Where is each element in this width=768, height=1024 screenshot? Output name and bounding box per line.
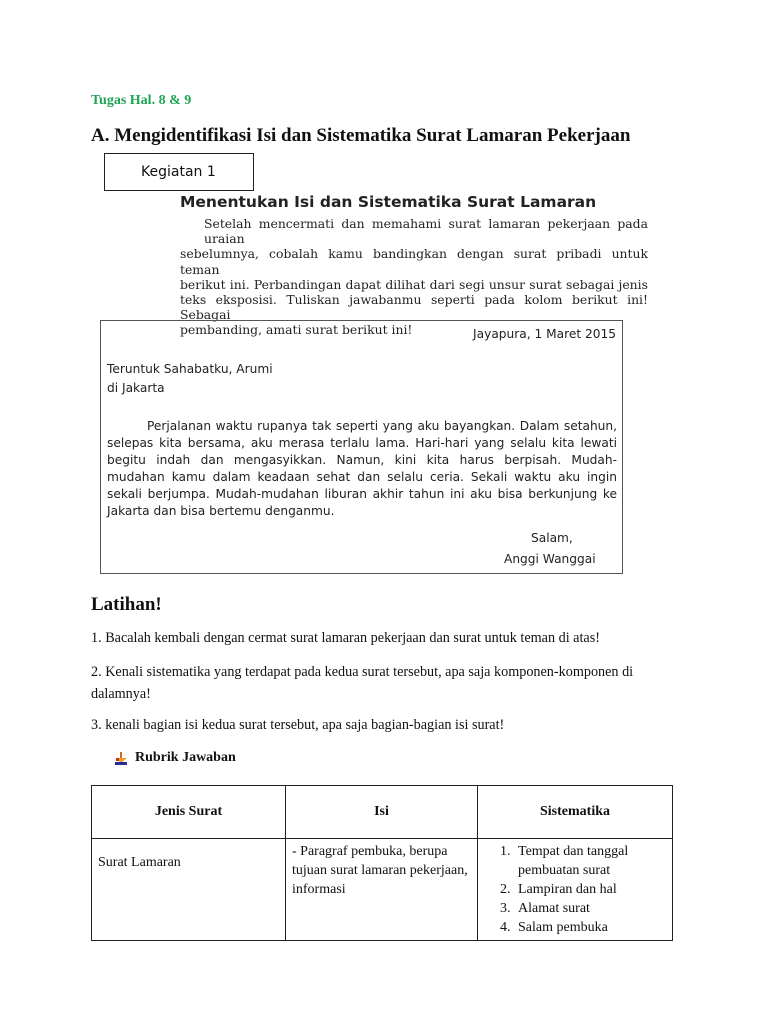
table-header-row bbox=[92, 786, 673, 839]
latihan-title: Latihan! bbox=[91, 594, 162, 615]
task-title: Tugas Hal. 8 & 9 bbox=[91, 93, 192, 108]
exercise-item: 1. Bacalah kembali dengan cermat surat lamaran pekerjaan dan surat untuk teman di atas! bbox=[91, 630, 600, 646]
intro-line: sebelumnya, cobalah kamu bandingkan dengan surat pribadi untuk teman bbox=[180, 246, 648, 277]
letter-location: di Jakarta bbox=[107, 381, 165, 395]
section-title: A. Mengidentifikasi Isi dan Sistematika Surat Lamaran Pekerjaan bbox=[91, 125, 631, 146]
letter-body-line: selepas kita bersama, aku merasa terlalu lama. Hari-hari yang selalu kita lewati bbox=[107, 436, 617, 450]
kegiatan-box bbox=[104, 153, 254, 191]
list-item: 1. Tempat dan tanggal pembuatan surat bbox=[514, 842, 666, 880]
letter-body bbox=[107, 418, 617, 520]
letter-body-line: mudahan kamu dalam keadaan sehat dan selalu ceria. Sekali waktu aku ingin bbox=[107, 470, 617, 484]
intro-line: Setelah mencermati dan memahami surat lamaran pekerjaan pada uraian bbox=[204, 216, 648, 247]
cell-isi: - Paragraf pembuka, berupa tujuan surat lamaran pekerjaan, informasi bbox=[286, 839, 478, 941]
bullet-arrow-icon bbox=[114, 752, 128, 766]
exercise-item: 2. Kenali sistematika yang terdapat pada kedua surat tersebut, apa saja komponen-komponen di dalamnya! bbox=[91, 664, 634, 702]
letter-recipient: Teruntuk Sahabatku, Arumi bbox=[107, 362, 273, 376]
letter-body-line: sekali berjumpa. Mudah-mudahan liburan akhir tahun ini aku bisa berkunjung ke bbox=[107, 487, 617, 501]
letter-date: Jayapura, 1 Maret 2015 bbox=[473, 327, 616, 341]
list-item: 3. Alamat surat bbox=[514, 899, 666, 918]
kegiatan-label: Kegiatan 1 bbox=[141, 164, 216, 180]
sistematika-list bbox=[484, 842, 666, 937]
column-header-sistematika: Sistematika bbox=[478, 786, 673, 839]
rubrik-title: Rubrik Jawaban bbox=[135, 750, 236, 765]
column-header-isi: Isi bbox=[286, 786, 478, 839]
list-item: 2. Lampiran dan hal bbox=[514, 880, 666, 899]
table-row bbox=[92, 839, 673, 941]
letter-signature: Anggi Wanggai bbox=[504, 552, 596, 566]
intro-line: teks eksposisi. Tuliskan jawabanmu seperti pada kolom berikut ini! Sebagai bbox=[180, 292, 648, 323]
activity-subheading: Menentukan Isi dan Sistematika Surat Lamaran bbox=[180, 193, 597, 211]
intro-line: pembanding, amati surat berikut ini! bbox=[180, 322, 413, 338]
intro-line: berikut ini. Perbandingan dapat dilihat dari segi unsur surat sebagai jenis bbox=[180, 276, 648, 292]
cell-jenis: Surat Lamaran bbox=[92, 839, 286, 941]
letter-closing: Salam, bbox=[531, 531, 573, 545]
exercise-item: 3. kenali bagian isi kedua surat tersebut, apa saja bagian-bagian isi surat! bbox=[91, 717, 505, 733]
letter-body-line: Jakarta dan bisa bertemu denganmu. bbox=[107, 504, 335, 518]
example-letter bbox=[100, 320, 623, 574]
cell-sistematika bbox=[478, 839, 673, 941]
letter-body-line: begitu indah dan mengasyikkan. Namun, kini kita harus berpisah. Mudah- bbox=[107, 453, 617, 467]
rubric-table bbox=[91, 785, 673, 941]
column-header-jenis: Jenis Surat bbox=[92, 786, 286, 839]
letter-body-line: Perjalanan waktu rupanya tak seperti yang aku bayangkan. Dalam setahun, bbox=[147, 419, 617, 433]
list-item: 4. Salam pembuka bbox=[514, 918, 666, 937]
